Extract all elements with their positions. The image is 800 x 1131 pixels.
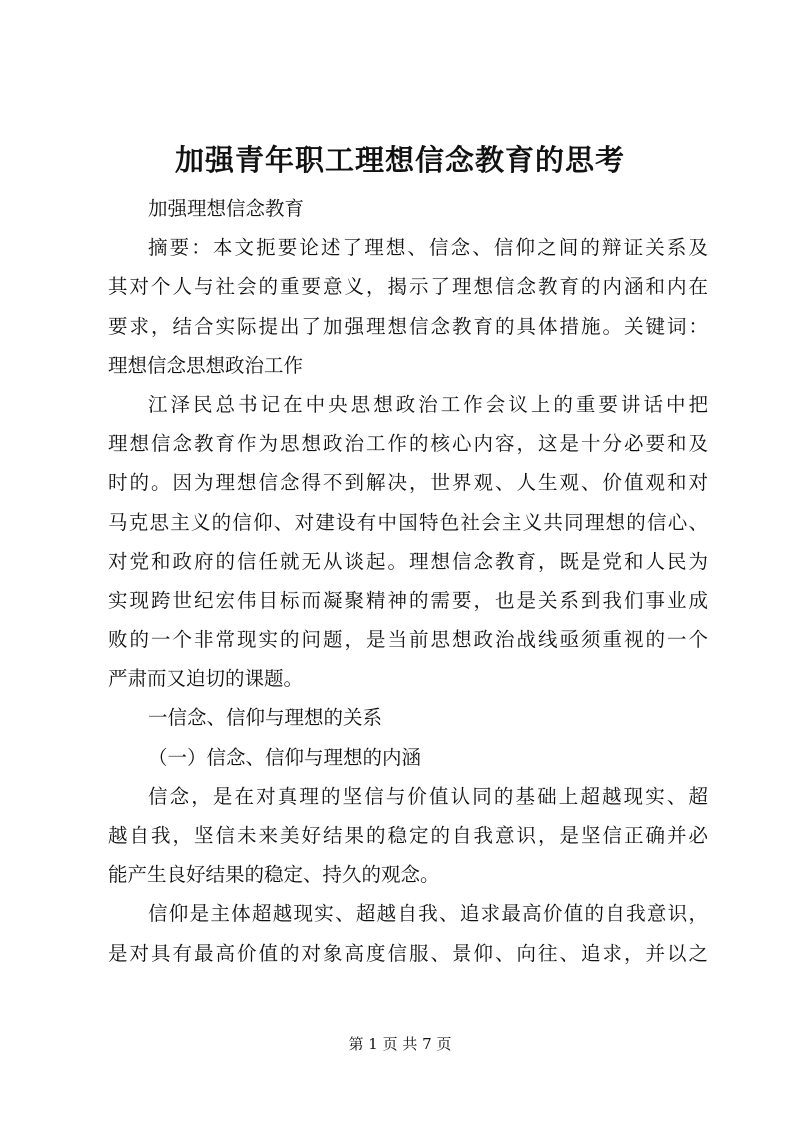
page-number: 第 1 页 共 7 页 xyxy=(348,1035,452,1053)
document-body xyxy=(108,189,708,973)
document-title: 加强青年职工理想信念教育的思考 xyxy=(174,143,625,177)
section-heading: 一信念、信仰与理想的关系 xyxy=(148,706,383,730)
paragraph-line: 江泽民总书记在中央思想政治工作会议上的重要讲话中把 xyxy=(148,392,708,416)
paragraph-line: 败的一个非常现实的问题，是当前思想政治战线亟须重视的一个 xyxy=(108,628,708,652)
keywords-line: 理想信念思想政治工作 xyxy=(108,353,304,377)
paragraph-line: 信念，是在对真理的坚信与价值认同的基础上超越现实、超 xyxy=(148,784,708,808)
paragraph-line: 严肃而又迫切的课题。 xyxy=(108,667,304,691)
paragraph-line: 是对具有最高价值的对象高度信服、景仰、向往、追求，并以之 xyxy=(108,941,708,965)
paragraph-line: 理想信念教育作为思想政治工作的核心内容，这是十分必要和及 xyxy=(108,432,708,456)
paragraph-line: 能产生良好结果的稳定、持久的观念。 xyxy=(108,863,440,887)
paragraph-line: 时的。因为理想信念得不到解决，世界观、人生观、价值观和对 xyxy=(108,471,708,495)
abstract-line: 要求，结合实际提出了加强理想信念教育的具体措施。关键词： xyxy=(108,314,708,338)
paragraph-line: 对党和政府的信任就无从谈起。理想信念教育，既是党和人民为 xyxy=(108,549,708,573)
paragraph-line: 信仰是主体超越现实、超越自我、追求最高价值的自我意识， xyxy=(148,902,708,926)
paragraph-line: 马克思主义的信仰、对建设有中国特色社会主义共同理想的信心、 xyxy=(108,510,708,534)
subtitle-line: 加强理想信念教育 xyxy=(148,197,305,220)
paragraph-line: 实现跨世纪宏伟目标而凝聚精神的需要，也是关系到我们事业成 xyxy=(108,588,708,612)
abstract-line: 摘要：本文扼要论述了理想、信念、信仰之间的辩证关系及 xyxy=(148,236,708,260)
abstract-line: 其对个人与社会的重要意义，揭示了理想信念教育的内涵和内在 xyxy=(108,275,708,299)
paragraph-line: 越自我，坚信未来美好结果的稳定的自我意识，是坚信正确并必 xyxy=(108,824,708,847)
subsection-heading: （一）信念、信仰与理想的内涵 xyxy=(148,745,422,769)
